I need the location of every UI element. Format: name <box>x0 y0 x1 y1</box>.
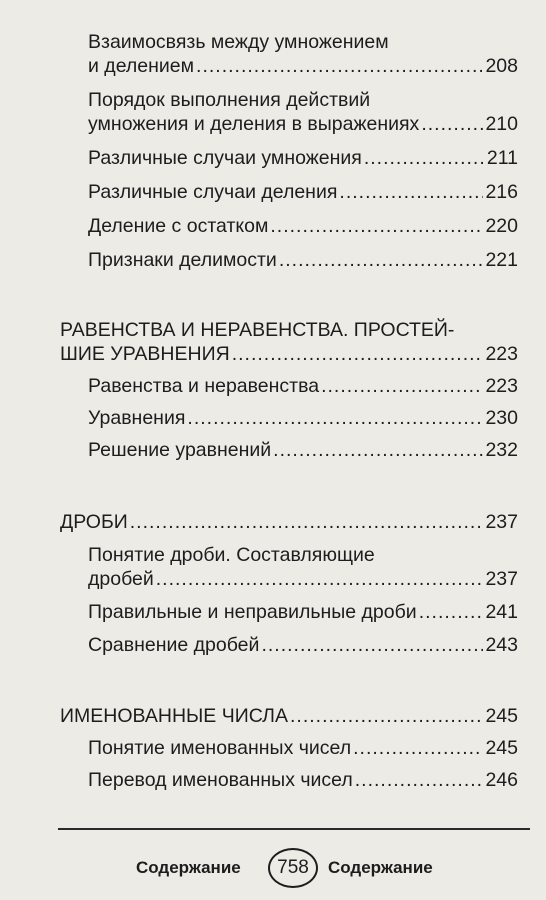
toc-entry[interactable] <box>88 248 518 272</box>
toc-entry-page: 246 <box>485 769 518 791</box>
leader-dots <box>290 704 483 728</box>
toc-entry-page: 216 <box>485 181 518 203</box>
toc-entry[interactable] <box>88 112 518 136</box>
toc-entry-line: Порядок выполнения действий <box>88 89 371 111</box>
toc-entry[interactable] <box>88 438 518 462</box>
toc-section[interactable] <box>60 342 518 366</box>
leader-dots <box>419 600 484 624</box>
toc-section-title: ДРОБИ <box>60 511 128 533</box>
toc-entry-title: Признаки делимости <box>88 249 277 271</box>
toc-entry-page: 211 <box>486 147 518 169</box>
toc-entry-page: 221 <box>485 249 518 271</box>
toc-section-title: ИМЕНОВАННЫЕ ЧИСЛА <box>60 705 288 727</box>
toc-entry-line: Понятие дроби. Составляющие <box>88 544 375 566</box>
toc-entry[interactable] <box>88 54 518 78</box>
toc-entry-title: умножения и деления в выражениях <box>88 113 420 135</box>
leader-dots <box>196 54 483 78</box>
toc-entry[interactable] <box>88 736 518 760</box>
footer-left-label: Содержание <box>136 858 241 877</box>
footer-divider <box>58 828 530 830</box>
leader-dots <box>279 248 484 272</box>
toc-entry-title: Правильные и неправильные дроби <box>88 601 417 623</box>
leader-dots <box>270 214 483 238</box>
toc-entry-line: Взаимосвязь между умножением <box>88 31 389 53</box>
leader-dots <box>232 342 484 366</box>
page-footer <box>0 848 546 892</box>
leader-dots <box>273 438 483 462</box>
toc-entry-page: 230 <box>485 407 518 429</box>
leader-dots <box>355 768 484 792</box>
toc-entry-page: 210 <box>485 113 518 135</box>
toc-entry-title: Равенства и неравенства <box>88 375 320 397</box>
toc-entry-page: 241 <box>485 601 518 623</box>
toc-entry[interactable] <box>88 567 518 591</box>
toc-entry-page: 243 <box>485 634 518 656</box>
leader-dots <box>130 510 484 534</box>
page-number: 758 <box>268 848 318 888</box>
toc-section-title: ШИЕ УРАВНЕНИЯ <box>60 343 230 365</box>
toc-entry-title: Различные случаи умножения <box>88 147 362 169</box>
toc-entry[interactable] <box>88 146 518 170</box>
toc-entry[interactable] <box>88 600 518 624</box>
toc-entry-title: и делением <box>88 55 195 77</box>
leader-dots <box>261 633 483 657</box>
footer-right-label: Содержание <box>328 858 433 877</box>
toc-entry-title: Перевод именованных чисел <box>88 769 353 791</box>
toc-entry-page: 220 <box>485 215 518 237</box>
toc-entry[interactable] <box>88 406 518 430</box>
toc-entry[interactable] <box>88 214 518 238</box>
toc-entry-page: 237 <box>485 568 518 590</box>
toc-entry-title: Различные случаи деления <box>88 181 338 203</box>
toc-entry-page: 232 <box>485 439 518 461</box>
toc-entry[interactable] <box>88 633 518 657</box>
toc-entry-page: 245 <box>485 737 518 759</box>
leader-dots <box>187 406 483 430</box>
toc-entry-page: 208 <box>485 55 518 77</box>
toc-section-line: РАВЕНСТВА И НЕРАВЕНСТВА. ПРОСТЕЙ- <box>60 319 455 341</box>
toc-section-page: 237 <box>485 511 518 533</box>
leader-dots <box>321 374 483 398</box>
toc-entry-title: Понятие именованных чисел <box>88 737 352 759</box>
toc-section[interactable] <box>60 704 518 728</box>
leader-dots <box>156 567 484 591</box>
leader-dots <box>421 112 483 136</box>
toc-entry[interactable] <box>88 180 518 204</box>
toc-entry[interactable] <box>88 768 518 792</box>
toc-entry-title: Деление с остатком <box>88 215 269 237</box>
toc-entry-title: Уравнения <box>88 407 186 429</box>
toc-entry-title: Решение уравнений <box>88 439 272 461</box>
leader-dots <box>364 146 485 170</box>
toc-section-page: 245 <box>485 705 518 727</box>
toc-section-page: 223 <box>485 343 518 365</box>
toc-entry-title: дробей <box>88 568 154 590</box>
toc-entry-title: Сравнение дробей <box>88 634 260 656</box>
leader-dots <box>339 180 483 204</box>
toc-entry[interactable] <box>88 374 518 398</box>
toc-section[interactable] <box>60 510 518 534</box>
toc-entry-page: 223 <box>485 375 518 397</box>
leader-dots <box>353 736 483 760</box>
